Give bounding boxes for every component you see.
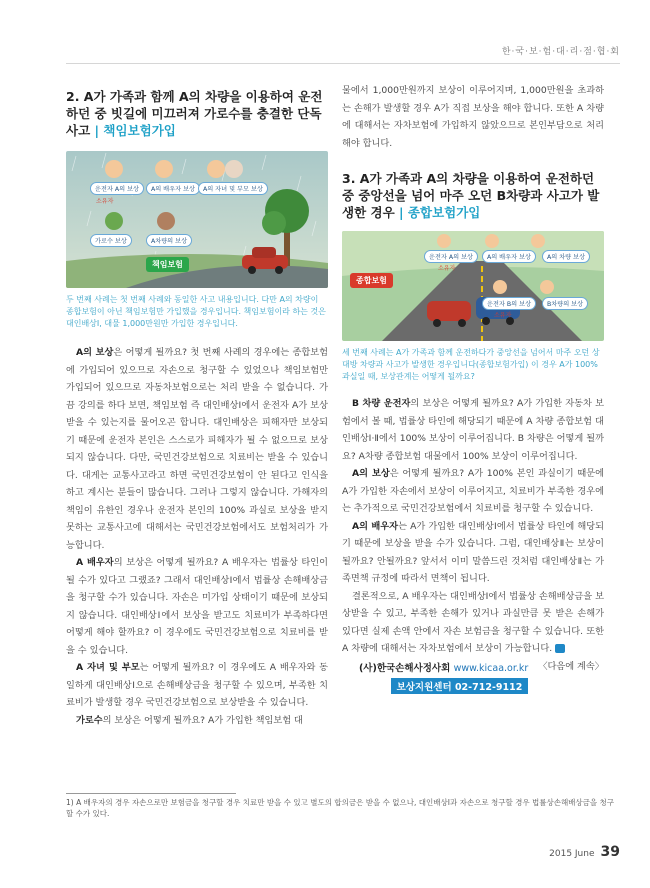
footnote-rule [66, 793, 236, 794]
section-2-caption: 두 번째 사례는 첫 번째 사례와 동일한 사고 내용입니다. 다만 A의 차량이 종합보험이 아닌 책임보험만 가입했을 경우입니다. 책임보험이라 하는 것은 대인배상Ⅰ, 대물 1,000만원만 가입한 경우입니다. [66, 295, 326, 328]
section-2-tag: | 책임보험가입 [94, 123, 176, 138]
paragraph-text: 는 A가 가입한 대인배상Ⅰ에서 법률상 타인에 해당되기 때문에 보상을 받을 수가 있습니다. 그럼, 대인배상Ⅱ는 보상이 될까요? 안될까요? 앞서서 이미 말씀드린 것처럼 대인배상Ⅱ는 가족면책 규정에 따라서 면책이 됩니다. [342, 520, 604, 584]
section-3-illustration [342, 231, 604, 341]
section-3-title: 3. A가 가족과 A의 차량을 이용하여 운전하던 중 중앙선을 넘어 마주 오던 B차량과 사고가 발생한 경우 [342, 171, 600, 220]
left-body [66, 344, 328, 729]
paragraph [342, 465, 604, 518]
paragraph [342, 518, 604, 588]
in-mark-icon: in [555, 644, 565, 653]
paragraph-text: 의 보상은 어떻게 될까요? A가 가입한 책임보험 대 [102, 714, 303, 726]
bubble-children-parents-a: A의 자녀 및 부모 보상 [198, 182, 268, 195]
paragraph-text: 은 어떻게 될까요? 첫 번째 사례의 경우에는 종합보험에 가입되어 있으므로 자손으로 청구할 수 있었으나 책임보험만 가입되어 있으므로 자동차보험으로는 처리 받을 수 없습니다. 가끔 강의를 하다 보면, 책임보험 즉 대인배상Ⅰ에서 운전자 A가 보상받을 수 있는지를 물어오곤 합니다. 대인배상은 피해자만 보상되기 때문에 운전자 본인은 스스로가 피해자가 될 수 없으므로 보상되지 않습니다. 다만, 국민건강보험으로 치료비는 받을 수 있습니다. 대게는 교통사고라고 하면 국민건강보험이 안 된다고 인식을 하고 계시는 분들이 많습니다. 그러나 그렇지 않습니다. 가해자의 책임이 유한인 경우나 운전자 본인의 100% 과실로 보상을 받지 못하는 교통사고에 대해서는 국민건강보험에서도 보험처리가 가능합니다. [66, 347, 328, 551]
paragraph-lead: B 차량 운전자 [352, 398, 411, 409]
paragraph [342, 395, 604, 465]
bubble-spouse-a: A의 배우자 보상 [482, 250, 536, 263]
section-3-heading [342, 170, 604, 221]
section-2-title: 2. A가 가족과 함께 A의 차량을 이용하여 운전하던 중 빗길에 미끄러져 가로수를 충결한 단독사고 [66, 89, 323, 138]
section-2-illustration [66, 151, 328, 288]
support-center-contact: 보상지원센터 02-712-9112 [391, 678, 529, 694]
bubble-spouse-a: A의 배우자 보상 [146, 182, 200, 195]
paragraph-lead: A의 배우자 [352, 520, 399, 532]
comprehensive-insurance-badge: 종합보험 [350, 273, 393, 288]
paragraph [66, 712, 328, 730]
owner-label-a: 소유자 [438, 265, 456, 272]
issue-date: 2015 June [549, 849, 595, 859]
left-column [66, 88, 328, 729]
bubble-driver-a: 운전자 A의 보상 [424, 250, 478, 263]
paragraph [66, 554, 328, 659]
section-3-tag: | 종합보험가입 [399, 205, 481, 220]
paragraph-lead: 가로수 [76, 714, 103, 726]
section-2-heading [66, 88, 328, 139]
bubble-roadside-tree: 가로수 보상 [90, 234, 132, 247]
paragraph-lead: A의 보상 [352, 468, 390, 479]
paragraph-text: 의 보상은 어떻게 될까요? A가 가입한 자동차 보험에서 볼 때, 법률상 타인에 해당되기 때문에 A 차량 종합보험 대인배상Ⅰ·Ⅱ에서 100% 보상이 이루어집니다. B 차량은 어떻게 될까요? A차량 종합보험 대물에서 100% 보상이 이루어집니다. [342, 398, 605, 462]
rain-road-scene [66, 151, 328, 288]
source-url[interactable]: www.kicaa.or.kr [453, 662, 529, 674]
center-contact-row [342, 675, 604, 694]
paragraph-lead: A 자녀 및 부모 [76, 662, 140, 673]
bubble-driver-a: 운전자 A의 보상 [90, 182, 144, 195]
paragraph [66, 344, 328, 554]
header-rule [66, 63, 620, 64]
bubble-driver-b: 운전자 B의 보상 [482, 297, 536, 310]
owner-label: 소유자 [96, 198, 114, 205]
paragraph-text: 은 어떻게 될까요? A가 100% 본인 과실이기 때문에 A가 가입한 자손에서 보상이 이루어지고, 치료비가 부족한 경우에는 추가적으로 국민건강보험에서 치료비를 청구할 수 있습니다. [342, 468, 605, 514]
page-footer [549, 844, 620, 860]
paragraph-text: 는 어떻게 될까요? 이 경우에도 A 배우자와 동일하게 대인배상Ⅰ으로 손해배상금을 청구할 수 있으며, 부족한 치료비가 발생할 경우 국민건강보험으로 보상받을 수 있습니다. [66, 662, 328, 708]
bubble-car-a: A의 차량 보상 [542, 250, 590, 263]
owner-label-b: 소유자 [494, 312, 512, 319]
section-3-caption: 세 번째 사례는 A가 가족과 함께 운전하다가 중앙선을 넘어서 마주 오던 상대방 차량과 사고가 발생한 경우입니다(종합보험가입) 이 경우 A가 100% 과실일 때, 보상관계는 어떻게 될까요? [342, 348, 600, 381]
paragraph-lead: A의 보상 [76, 347, 114, 358]
continued-paragraph: 물에서 1,000만원까지 보상이 이루어지며, 1,000만원을 초과하는 손해가 발생할 경우 A가 직접 보상을 해야 합니다. 또한 A 차량에 대해서는 자차보험에 가입하지 않았으므로 본인부담으로 처리해야 합니다. [342, 85, 604, 149]
paragraph-lead: A 배우자 [76, 557, 114, 568]
header-title: 한·국·보·험·대·리·점·협·회 [501, 47, 620, 57]
page-number: 39 [600, 844, 620, 860]
bubble-car-b: B차량의 보상 [542, 297, 588, 310]
continued-note: 〈다음에 계속〉 [538, 660, 604, 672]
footnote: 1) A 배우자의 경우 자손으로만 보험금을 청구할 경우 치료만 받을 수 있고 별도의 합의금은 받을 수 없으나, 대인배상Ⅰ과 자손으로 청구할 경우 법률상손해배상금을 청구할 수가 있다. [66, 798, 615, 818]
right-column [342, 82, 604, 694]
paragraph-text: 결론적으로, A 배우자는 대인배상Ⅰ에서 법률상 손해배상금을 보상받을 수 있고, 부족한 손해가 있거나 과실만큼 못 받은 손해가 있다면 실제 손액 안에서 자손 보험금을 청구할 수 있습니다. 또한 A 차량에 대해서는 자차보험에서 보상이 가능합니다. [342, 590, 604, 654]
paragraph-text: 의 보상은 어떻게 될까요? A 배우자는 법률상 타인이 될 수가 있다고 그랬죠? 그래서 대인배상Ⅰ에서 법률상 손해배상금을 청구할 수가 있습니다. 자손은 미가입 상태이기 때문에 보상되지 않습니다. 대인배상Ⅰ에서 보상을 받고도 치료비가 부족하다면 어떻게 해야 할까요? 이 경우에도 국민건강보험으로 치료비를 받을 수 있습니다. [66, 557, 329, 656]
paragraph [66, 659, 328, 712]
source-org: (사)한국손해사정사회 [358, 662, 451, 674]
bubble-car-a: A차량의 보상 [146, 234, 192, 247]
liability-insurance-badge: 책임보험 [146, 257, 189, 272]
